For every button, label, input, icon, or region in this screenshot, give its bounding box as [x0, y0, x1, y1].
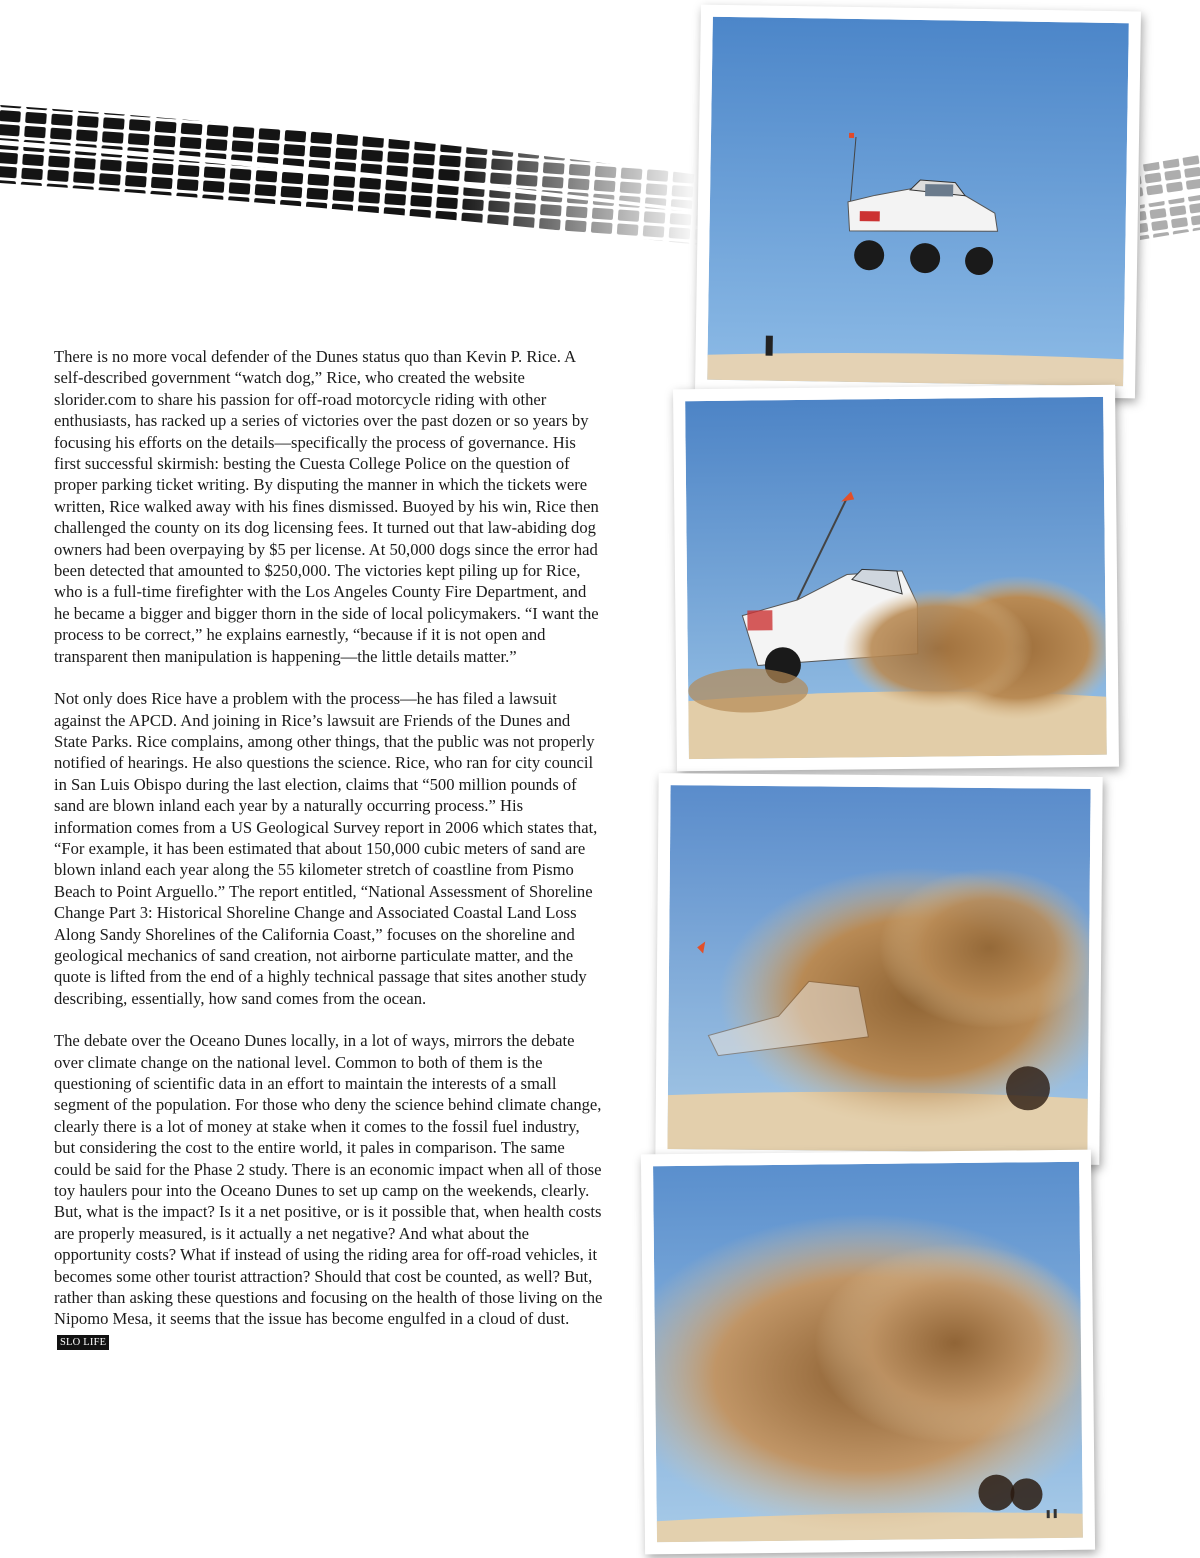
photo-sand-explosion — [641, 1150, 1095, 1555]
photo-truck-jump — [695, 5, 1141, 399]
article-paragraph-2: Not only does Rice have a problem with the process—he has filed a lawsuit against the APCD. And joining in Rice’s lawsuit are Friends of the Dunes and State Parks. Rice complains, among other things, that the public was not properly notified of hearings. He also questions the science. Rice, who ran for city council in San Luis Obispo during the last election, claims that “500 million pounds of sand are blown inland each year by a naturally occurring process.” His information comes from a US Geological Survey report in 2006 which states that, “For example, it has been estimated that about 150,000 cubic meters of sand are blown inland each year along the 55 kilometer stretch of coastline from Pismo Beach to Point Arguello.” The report entitled, “National Assessment of Shoreline Change Part 3: Historical Shoreline Change and Associated Coastal Land Loss Along Sandy Shorelines of the California Coast,” focuses on the shoreline and geological mechanics of sand creation, not airborne particulate matter, and the quote is lifted from the end of a highly technical passage that sites another study describing, essentially, how sand comes from the ocean. — [54, 689, 598, 1008]
tire-track-graphic — [0, 95, 700, 245]
article-body — [54, 346, 604, 1372]
photo-dust-cloud — [655, 773, 1102, 1165]
tire-track-graphic-right — [1140, 150, 1200, 245]
article-paragraph-1: There is no more vocal defender of the Dunes status quo than Kevin P. Rice. A self-described government “watch dog,” Rice, who created the website slorider.com to share his passion for off-road motorcycle riding with other enthusiasts, has racked up a series of victories over the past dozen or so years by focusing his efforts on the details—specifically the process of governance. His first successful skirmish: besting the Cuesta College Police on the question of proper parking ticket writing. By disputing the manner in which the tickets were written, Rice walked away with his fines dismissed. Buoyed by his win, Rice then challenged the county on its dog licensing fees. It turned out that law-abiding dog owners had been overpaying by $5 per license. At 50,000 dogs since the error had been detected that amounted to $250,000. The victories kept piling up for Rice, who is a full-time firefighter with the Los Angeles County Fire Department, and he became a bigger and bigger thorn in the side of local policymakers. “I want the process to be correct,” he explains earnestly, “because if it is not open and transparent then manipulation is happening—the little details matter.” — [54, 347, 599, 666]
article-paragraph-3-text: The debate over the Oceano Dunes locally, in a lot of ways, mirrors the debate over climate change on the national level. Common to both of them is the questioning of scientific data in an effort to maintain the interests of a small segment of the population. For those who deny the science behind climate change, clearly there is a lot of money at stake when it comes to the fossil fuel industry, but considering the cost to the entire world, it pales in comparison. The same could be said for the Phase 2 study. There is an economic impact when all of those toy haulers pour into the Oceano Dunes to set up camp on the weekends, clearly. But, what is the impact? Is it a net positive, or is it possible that, when health costs are properly measured, is it actually a net negative? And what about the opportunity costs? What if instead of using the riding area for off-road vehicles, it becomes some other tourist attraction? Should that cost be counted, as well? But, rather than asking these questions and focusing on the health of those living on the Nipomo Mesa, it seems that the issue has become engulfed in a cloud of dust. — [54, 1031, 603, 1329]
end-badge: SLO LIFE — [57, 1335, 109, 1350]
article-paragraph-3 — [54, 1030, 604, 1351]
photo-truck-spray — [673, 385, 1119, 772]
